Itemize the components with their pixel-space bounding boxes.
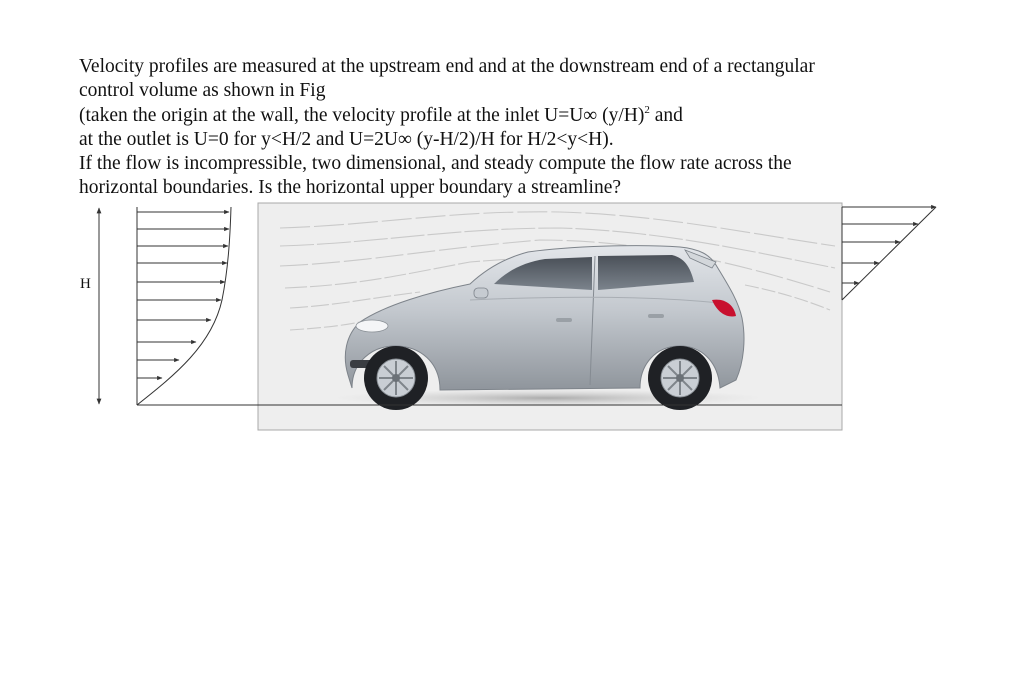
height-label: H: [80, 276, 91, 292]
exponent-superscript: 2: [644, 103, 650, 116]
car-front-door-handle: [556, 318, 572, 322]
problem-line-3-text: (taken the origin at the wall, the velocity profile at the inlet U=U∞ (y/H): [79, 104, 645, 126]
car-rear-wheel: [648, 346, 712, 410]
problem-line-2: control volume as shown in Fig: [79, 80, 326, 102]
outlet-profile-line: [842, 207, 936, 300]
car-mirror: [474, 288, 488, 298]
problem-line-3-tail: and: [649, 104, 683, 126]
car-rear-door-handle: [648, 314, 664, 318]
inlet-profile-curve: [137, 207, 231, 405]
car-front-wheel: [364, 346, 428, 410]
problem-line-4: at the outlet is U=0 for y<H/2 and U=2U∞ (y-H/2)/H for H/2<y<H).: [79, 128, 614, 150]
outlet-velocity-profile: [842, 207, 936, 300]
inlet-velocity-profile: [137, 207, 231, 405]
problem-line-6: horizontal boundaries. Is the horizontal upper boundary a streamline?: [79, 177, 622, 199]
problem-line-1: Velocity profiles are measured at the upstream end and at the downstream end of a rectangular: [79, 56, 815, 77]
car-headlight: [356, 320, 388, 332]
problem-line-5: If the flow is incompressible, two dimensional, and steady compute the flow rate across the: [79, 153, 792, 175]
